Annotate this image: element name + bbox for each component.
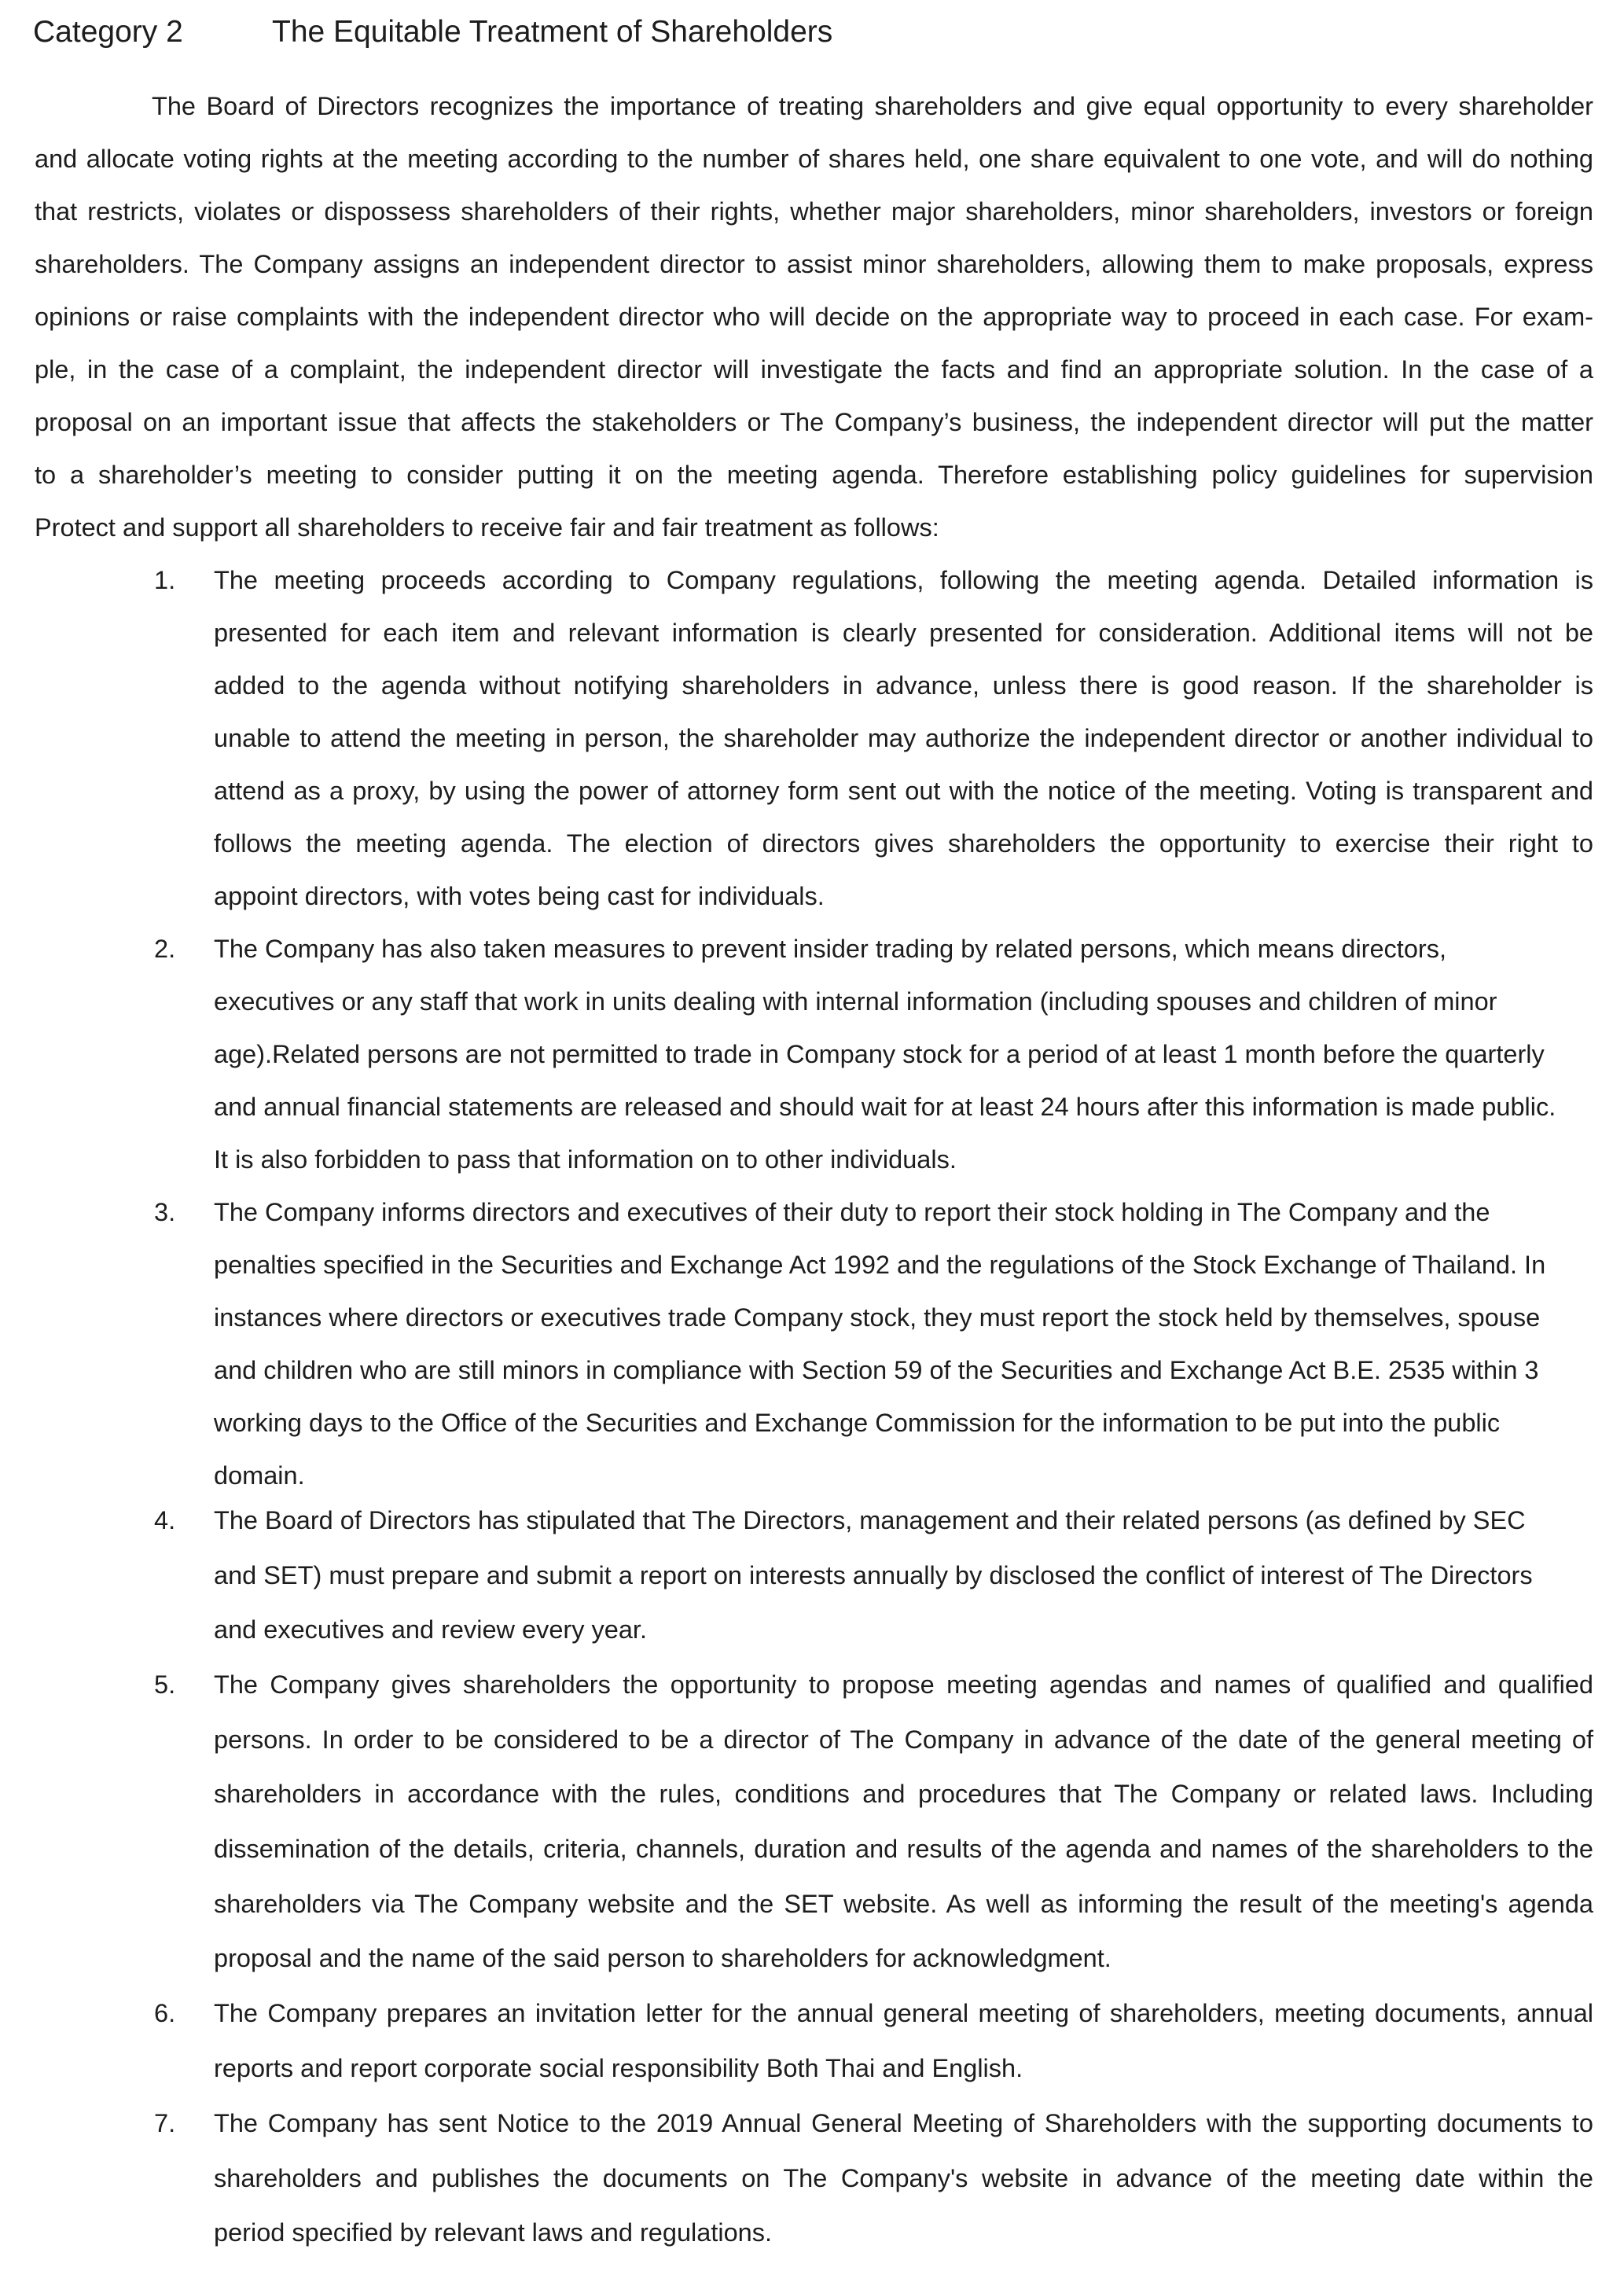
list-item-text xyxy=(214,2096,1593,2261)
text-line: unable to attend the meeting in person, the shareholder may authorize the independent director or another individual to xyxy=(214,724,1593,752)
text-line: instances where directors or executives trade Company stock, they must report the stock held by themselves, spouse xyxy=(214,1303,1541,1332)
text-line: executives or any staff that work in units dealing with internal information (including spouses and children of minor xyxy=(214,987,1497,1016)
text-line: dissemination of the details, criteria, channels, duration and results of the agenda and names of the shareholders to the xyxy=(214,1835,1593,1864)
list-item-text xyxy=(214,1986,1593,2096)
text-line: persons. In order to be considered to be a director of The Company in advance of the date of the general meeting of xyxy=(214,1725,1593,1754)
text-line: follows the meeting agenda. The election of directors gives shareholders the opportunity to exercise their right to xyxy=(214,829,1593,858)
list-item-text xyxy=(214,1658,1593,1986)
paragraph-line: ple, in the case of a complaint, the independent director will investigate the facts and find an appropriate solution. In the case of a xyxy=(35,355,1593,384)
section-title: The Equitable Treatment of Shareholders xyxy=(272,15,833,49)
text-line: The Board of Directors has stipulated that The Directors, management and their related persons (as defined by SEC xyxy=(214,1506,1526,1534)
paragraph-line: Protect and support all shareholders to receive fair and fair treatment as follows: xyxy=(35,513,939,542)
text-line: appoint directors, with votes being cast for individuals. xyxy=(214,882,825,910)
list-item-number: 6. xyxy=(154,1999,176,2027)
text-line: The Company has also taken measures to prevent insider trading by related persons, which means directors, xyxy=(214,935,1447,963)
text-line: penalties specified in the Securities and Exchange Act 1992 and the regulations of the Stock Exchange of Thailand. In xyxy=(214,1251,1546,1279)
text-line: working days to the Office of the Securities and Exchange Commission for the information to be put into the public xyxy=(214,1409,1501,1437)
paragraph-line: and allocate voting rights at the meeting according to the number of shares held, one share equivalent to one vote, and will do nothing xyxy=(35,145,1593,173)
text-line: presented for each item and relevant information is clearly presented for consideration. Additional items will not be xyxy=(214,619,1593,647)
list-item-number: 2. xyxy=(154,935,176,963)
list-item-text xyxy=(214,1494,1593,1658)
text-line: shareholders and publishes the documents on The Company's website in advance of the meeting date within the xyxy=(214,2163,1593,2192)
paragraph-line: shareholders. The Company assigns an independent director to assist minor shareholders, allowing them to make proposals, express xyxy=(35,250,1593,278)
text-line: reports and report corporate social responsibility Both Thai and English. xyxy=(214,2053,1023,2082)
list-item-number: 3. xyxy=(154,1198,176,1226)
text-line: domain. xyxy=(214,1461,305,1490)
paragraph-line: proposal on an important issue that affects the stakeholders or The Company’s business, the independent director will put the matter xyxy=(35,408,1593,436)
text-line: The Company has sent Notice to the 2019 Annual General Meeting of Shareholders with the supporting documents to xyxy=(214,2109,1593,2137)
text-line: and executives and review every year. xyxy=(214,1615,647,1644)
text-line: shareholders via The Company website and the SET website. As well as informing the result of the meeting's agenda xyxy=(214,1889,1593,1918)
text-line: The meeting proceeds according to Company regulations, following the meeting agenda. Detailed information is xyxy=(214,566,1593,594)
text-line: attend as a proxy, by using the power of attorney form sent out with the notice of the meeting. Voting is transparent and xyxy=(214,777,1593,805)
text-line: period specified by relevant laws and regulations. xyxy=(214,2218,773,2247)
list-item-text xyxy=(214,554,1593,923)
text-line: It is also forbidden to pass that information on to other individuals. xyxy=(214,1145,957,1174)
list-item-number: 7. xyxy=(154,2109,176,2137)
paragraph-line: that restricts, violates or dispossess shareholders of their rights, whether major shareholders, minor shareholders, investors or foreign xyxy=(35,197,1593,226)
list-item-number: 5. xyxy=(154,1670,176,1699)
text-line: The Company gives shareholders the opportunity to propose meeting agendas and names of qualified and qualified xyxy=(214,1670,1593,1699)
list-item-number: 4. xyxy=(154,1506,176,1534)
list-item-text xyxy=(214,923,1593,1186)
text-line: age).Related persons are not permitted to trade in Company stock for a period of at least 1 month before the quarterly xyxy=(214,1040,1545,1068)
text-line: The Company informs directors and executives of their duty to report their stock holding in The Company and the xyxy=(214,1198,1490,1226)
paragraph-line: to a shareholder’s meeting to consider putting it on the meeting agenda. Therefore establishing policy guidelines for supervision xyxy=(35,461,1593,489)
category-label: Category 2 xyxy=(33,15,183,49)
text-line: and annual financial statements are released and should wait for at least 24 hours after this information is made public. xyxy=(214,1093,1556,1121)
text-line: and children who are still minors in compliance with Section 59 of the Securities and Exchange Act B.E. 2535 within 3 xyxy=(214,1356,1539,1384)
text-line: shareholders in accordance with the rules, conditions and procedures that The Company or related laws. Including xyxy=(214,1780,1593,1809)
text-line: The Company prepares an invitation letter for the annual general meeting of shareholders, meeting documents, annual xyxy=(214,1999,1593,2027)
text-line: and SET) must prepare and submit a report on interests annually by disclosed the conflict of interest of The Directors xyxy=(214,1560,1533,1589)
list-item-number: 1. xyxy=(154,566,176,594)
intro-paragraph xyxy=(35,80,1593,554)
text-line: proposal and the name of the said person to shareholders for acknowledgment. xyxy=(214,1944,1111,1973)
list-item-text xyxy=(214,1186,1593,1502)
paragraph-line: The Board of Directors recognizes the importance of treating shareholders and give equal opportunity to every shareholder xyxy=(152,92,1593,120)
paragraph-line: opinions or raise complaints with the independent director who will decide on the appropriate way to proceed in each case. For exam- xyxy=(35,303,1593,331)
text-line: added to the agenda without notifying shareholders in advance, unless there is good reason. If the shareholder is xyxy=(214,671,1593,700)
